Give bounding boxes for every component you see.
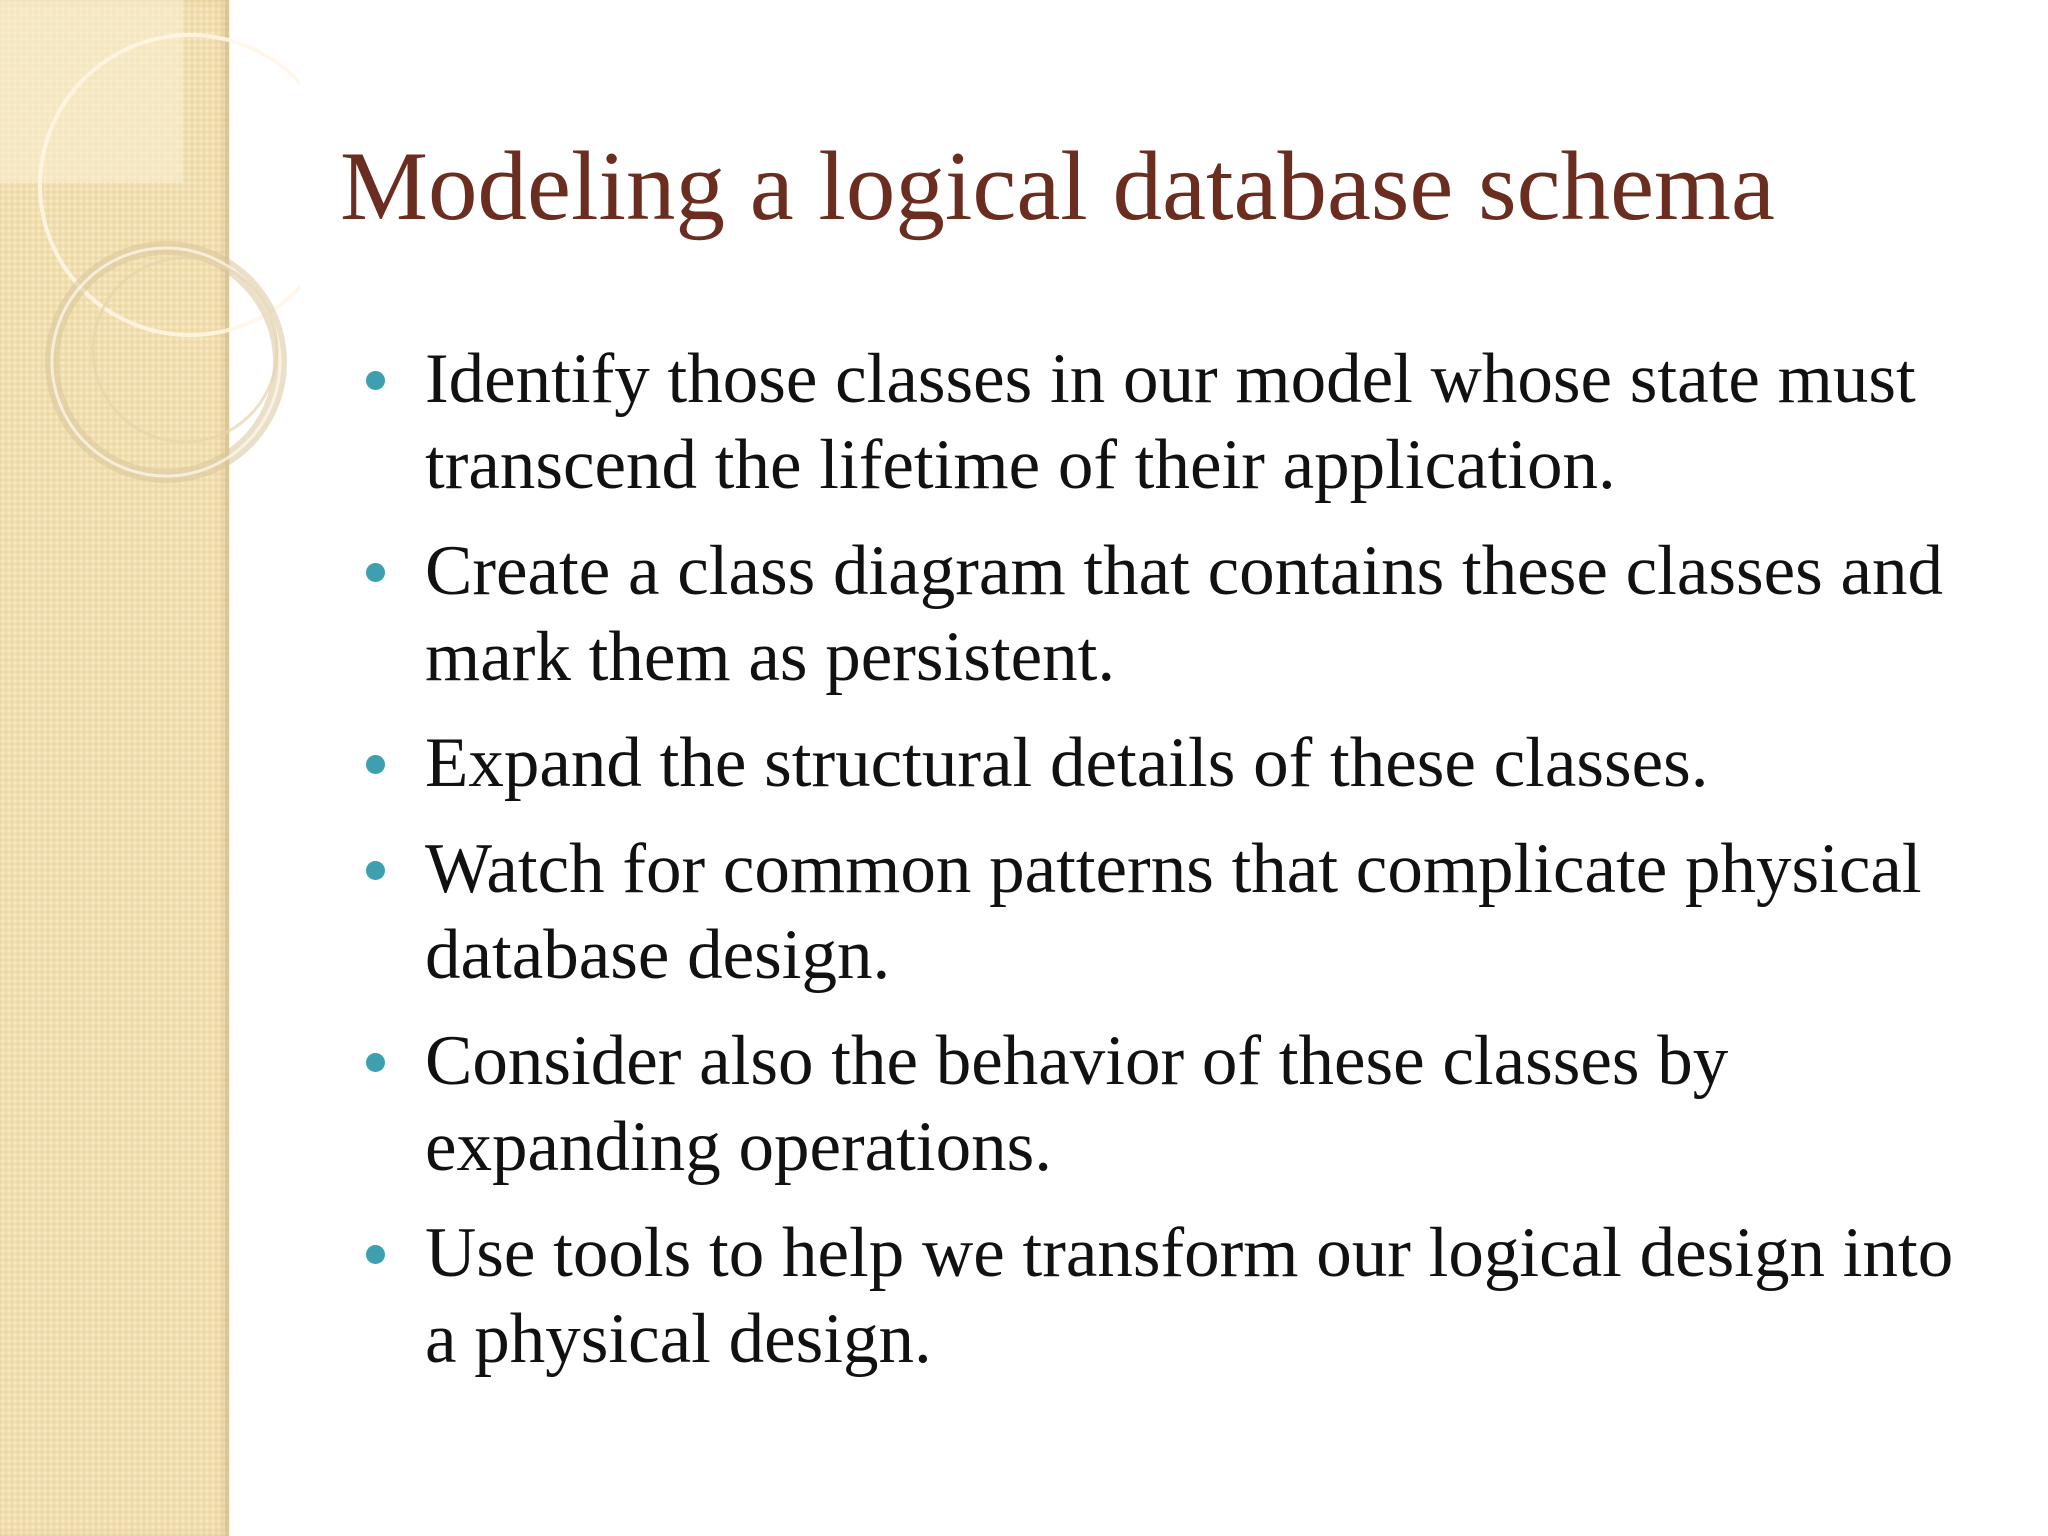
bullet-item [340,528,2000,700]
bullet-text: Create a class diagram that contains these classes and mark them as persistent. [425,532,1944,696]
bullet-text: Watch for common patterns that complicate physical database design. [425,830,1922,994]
bullet-item [340,1018,2000,1190]
bullet-dot-icon [366,755,385,774]
bullet-text: Use tools to help we transform our logical design into a physical design. [425,1214,1954,1378]
bullet-item [340,826,2000,998]
decorative-rings-icon [0,0,300,520]
bullet-dot-icon [366,563,385,582]
bullet-item [340,720,2000,806]
bullet-text: Expand the structural details of these classes. [425,724,1709,802]
slide-content [340,0,2020,1536]
bullet-list [340,336,2000,1402]
bullet-item [340,336,2000,508]
bullet-text: Consider also the behavior of these classes by expanding operations. [425,1022,1729,1186]
bullet-dot-icon [366,861,385,880]
bullet-dot-icon [366,1245,385,1264]
bullet-dot-icon [366,1053,385,1072]
slide-title: Modeling a logical database schema [340,132,1775,241]
bullet-text: Identify those classes in our model whose state must transcend the lifetime of their application. [425,340,1916,504]
bullet-item [340,1210,2000,1382]
bullet-dot-icon [366,371,385,390]
